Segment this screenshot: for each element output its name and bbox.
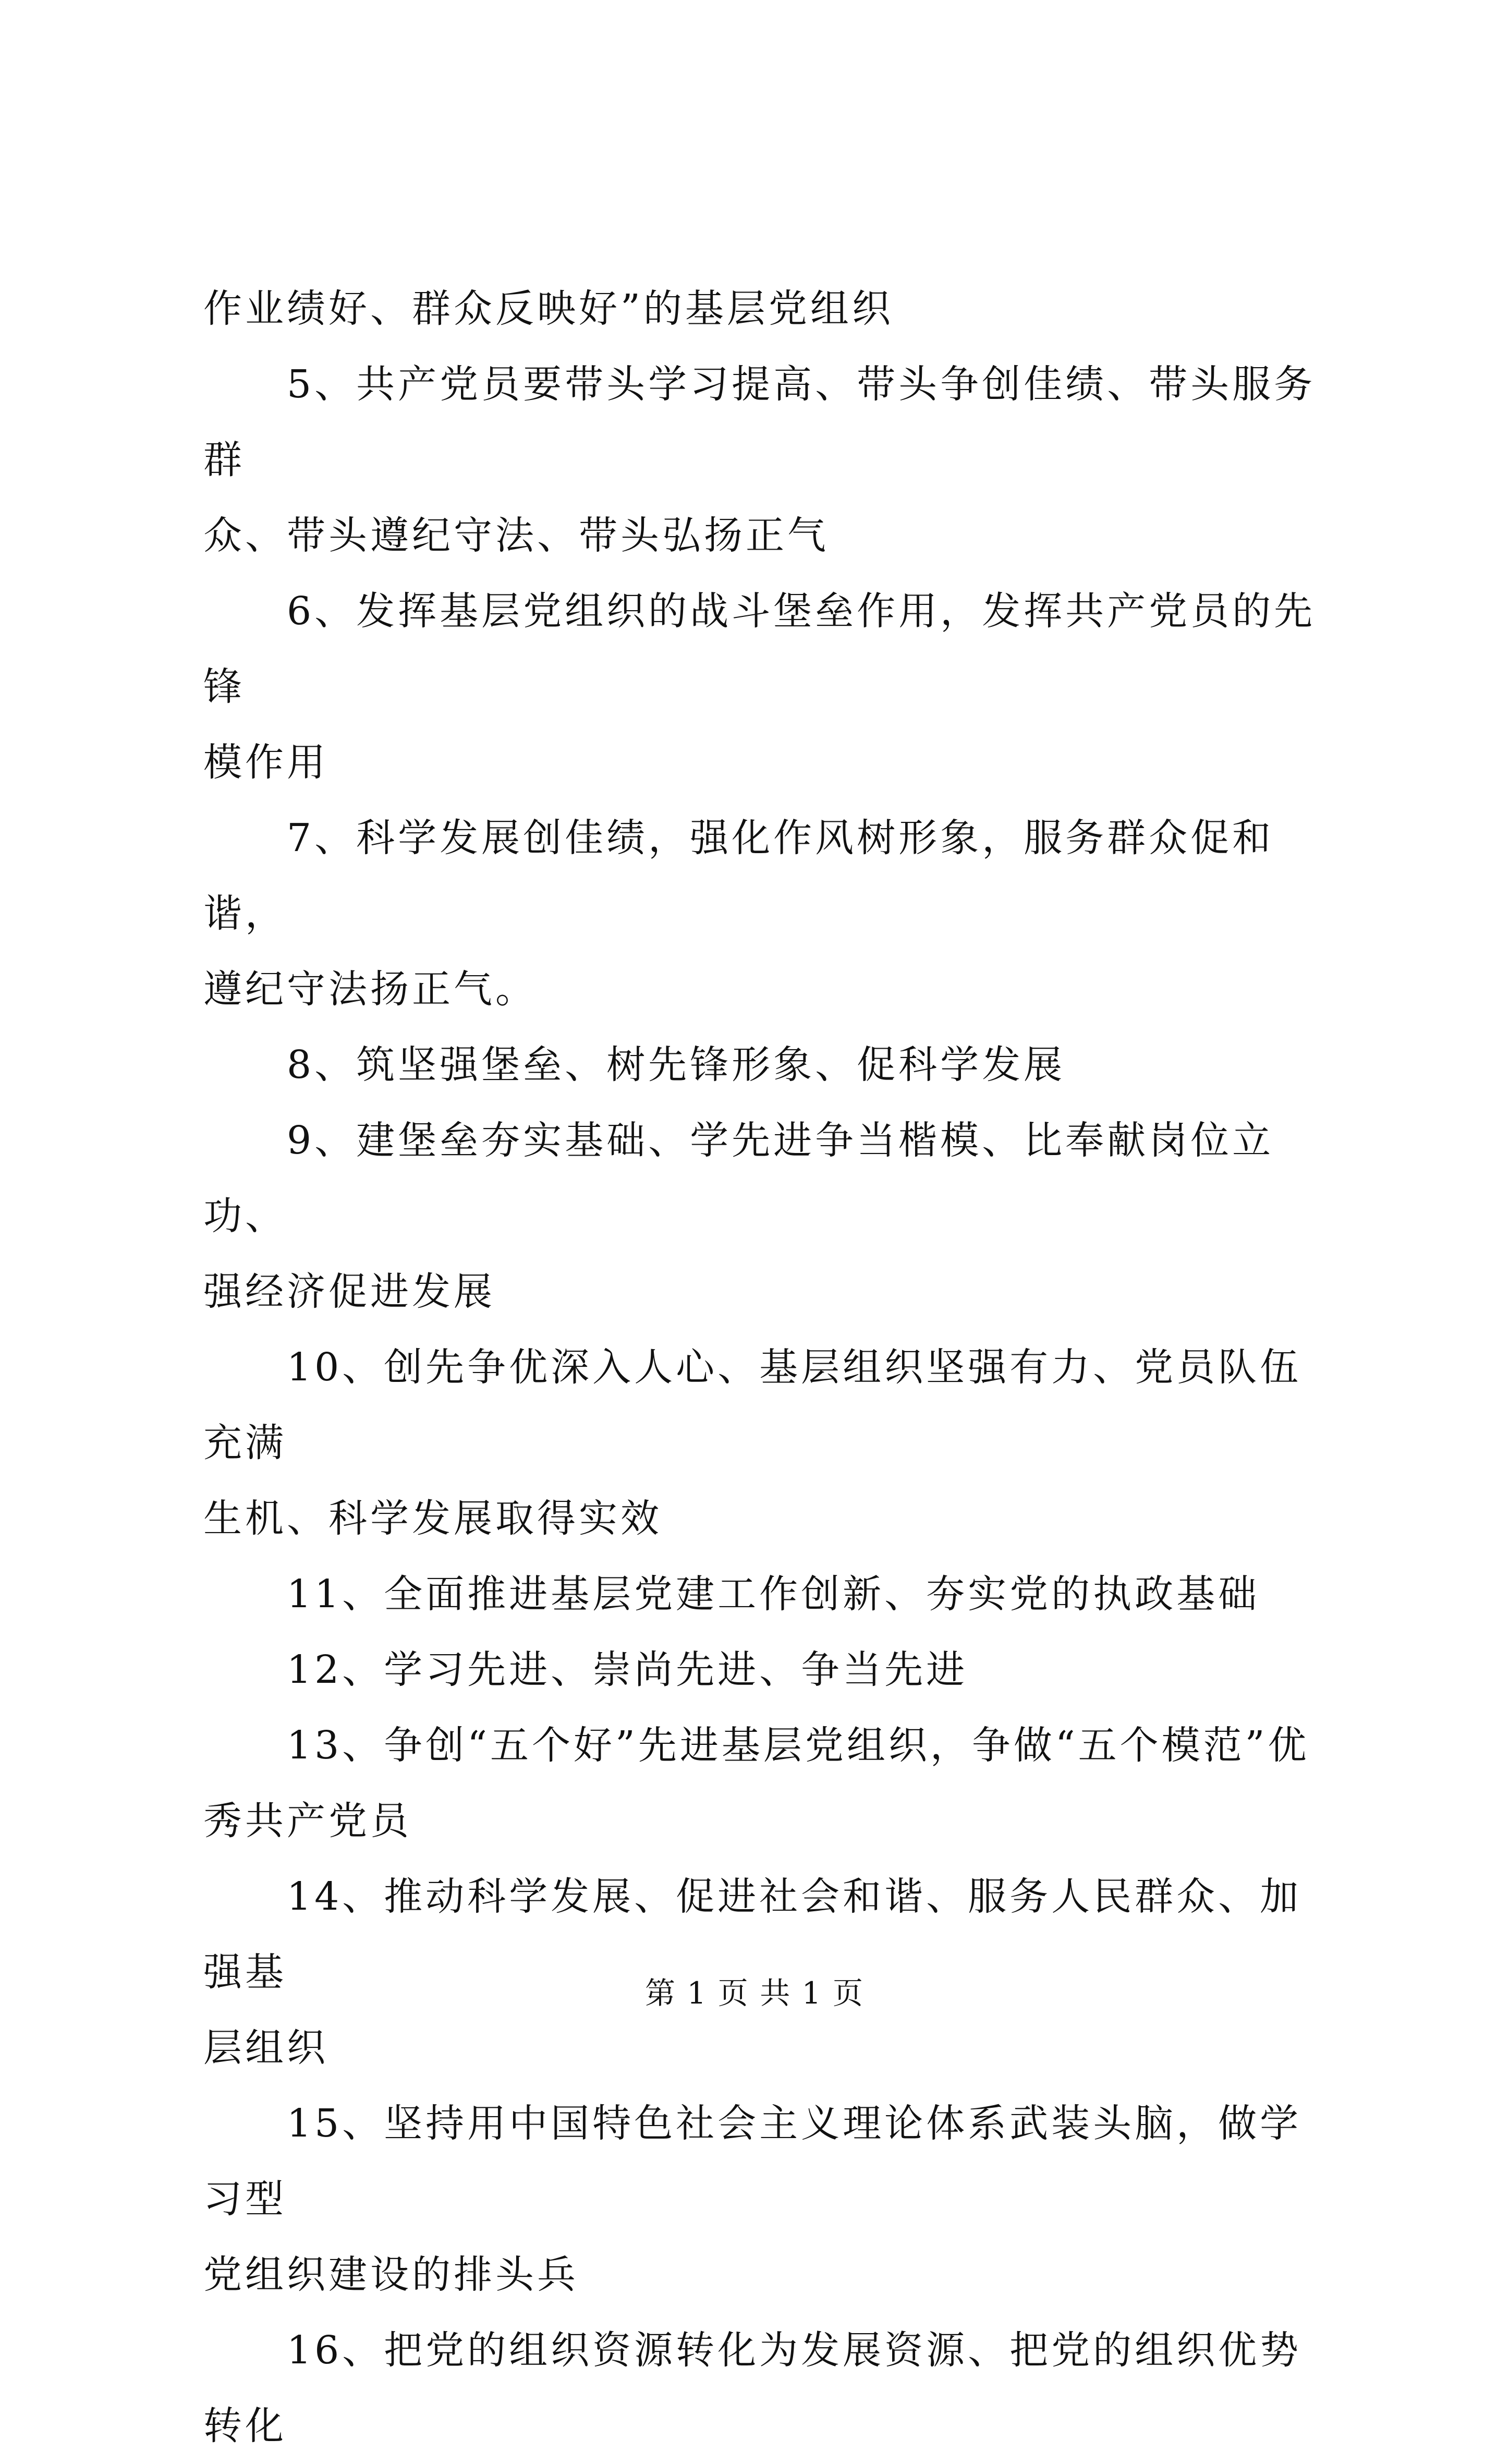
text-line: 16、把党的组织资源转化为发展资源、把党的组织优势转化 [203,2328,1302,2448]
text-line: 13、争创“五个好”先进基层党组织，争做“五个模范”优 [203,1723,1310,1768]
text-line: 层组织 [203,2025,328,2070]
page-number-footer: 第 1 页 共 1 页 [645,1975,864,2011]
text-line: 众、带头遵纪守法、带头弘扬正气 [203,513,829,558]
document-body [203,271,1319,2464]
text-line: 15、坚持用中国特色社会主义理论体系武装头脑，做学习型 [203,2101,1302,2222]
text-line: 秀共产党员 [203,1799,412,1843]
text-line: 6、发挥基层党组织的战斗堡垒作用，发挥共产党员的先锋 [203,589,1316,709]
text-line: 生机、科学发展取得实效 [203,1496,662,1541]
text-line: 10、创先争优深入人心、基层组织坚强有力、党员队伍充满 [203,1345,1302,1465]
text-line: 7、科学发展创佳绩，强化作风树形象，服务群众促和谐， [203,816,1274,936]
text-line: 遵纪守法扬正气。 [203,967,537,1012]
text-line: 11、全面推进基层党建工作创新、夯实党的执政基础 [203,1572,1260,1617]
text-line: 强经济促进发展 [203,1269,495,1314]
text-line: 9、建堡垒夯实基础、学先进争当楷模、比奉献岗位立功、 [203,1118,1274,1239]
text-line: 作业绩好、群众反映好”的基层党组织 [203,286,894,331]
text-line: 12、学习先进、崇尚先进、争当先进 [203,1647,968,1692]
text-line: 党组织建设的排头兵 [203,2252,579,2297]
text-line: 14、推动科学发展、促进社会和谐、服务人民群众、加强基 [203,1874,1302,1995]
text-line: 5、共产党员要带头学习提高、带头争创佳绩、带头服务群 [203,362,1316,482]
text-line: 模作用 [203,740,328,785]
text-line: 8、筑坚强堡垒、树先锋形象、促科学发展 [203,1042,1066,1087]
